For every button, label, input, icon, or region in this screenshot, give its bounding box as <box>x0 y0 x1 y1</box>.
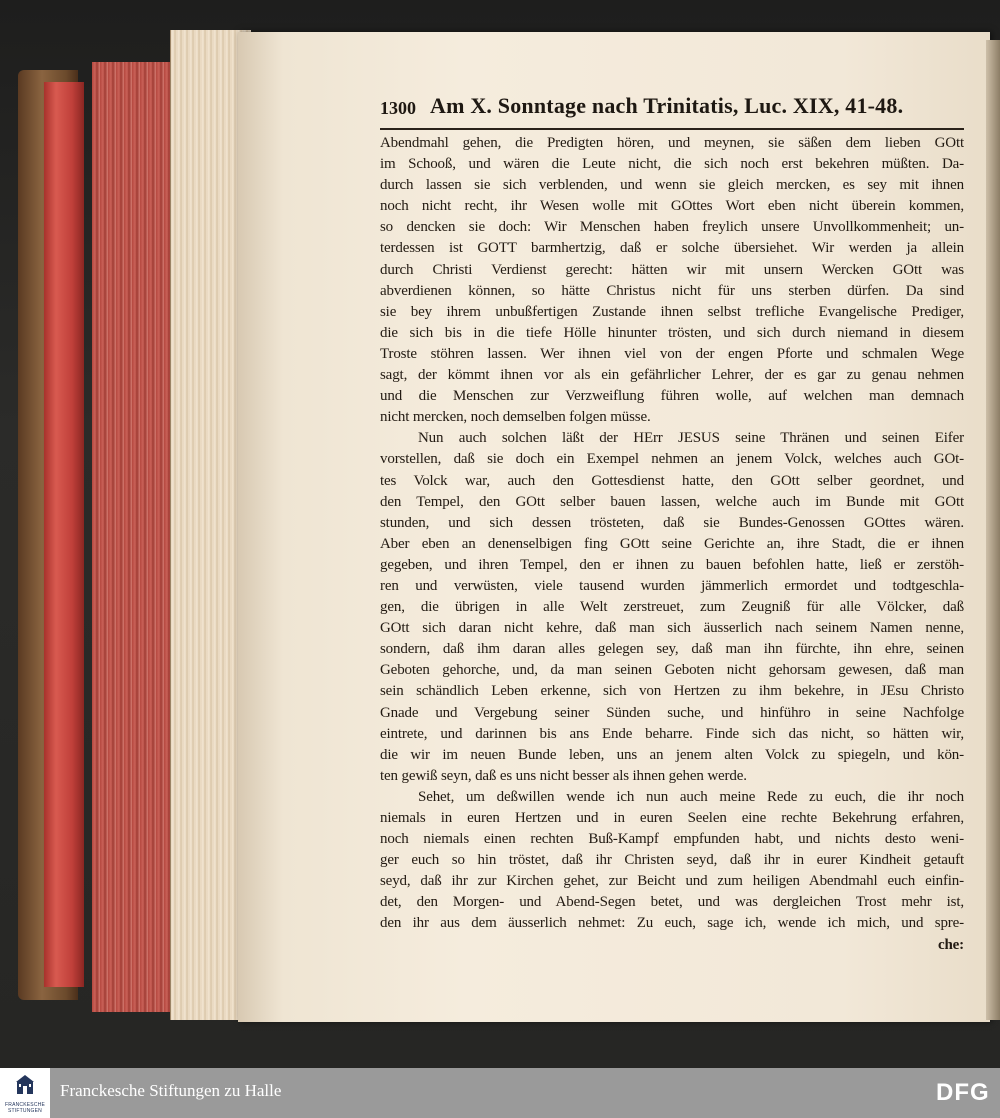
text-line: Geboten gehorche, und, da man seinen Geboten nicht gehorsam gewesen, daß man <box>380 662 964 679</box>
logo-caption <box>0 1102 50 1114</box>
footer-bar <box>0 1068 1000 1118</box>
text-line: gen, die übrigen in alle Welt zerstreuet, zum Zeugniß für alle Völcker, daß <box>380 599 964 616</box>
text-line: ten gewiß seyn, daß es uns nicht besser als ihnen gehen werde. <box>380 767 747 784</box>
text-line: Troste stöhren lassen. Wer ihnen viel von der engen Pforte und schmalen Wege <box>380 345 964 362</box>
book-page-block-edge <box>92 62 182 1012</box>
text-line: durch lassen sie sich verblenden, und wenn sie gleich mercken, es sey mit ihnen <box>380 177 964 194</box>
logo-caption-line1: FRANCKESCHE <box>5 1102 45 1108</box>
page-text <box>380 133 964 956</box>
text-line: sie bey ihrem unbußfertigen Zustande ihnen selbst trefliche Evangelische Prediger, <box>380 303 964 320</box>
page-header <box>380 92 968 128</box>
text-line: ger euch so hin tröstet, daß ihr Christen seyd, daß ihr in eurer Kindheit getauft <box>380 852 964 869</box>
text-line: Sehet, um deßwillen wende ich nun auch meine Rede zu euch, die ihr noch <box>418 788 964 805</box>
text-line: abverdienen können, so hätte Christus nicht für uns sterben dürfen. Da sind <box>380 282 964 299</box>
page-right-edge <box>986 40 1000 1020</box>
text-line: Nun auch solchen läßt der HErr JESUS seine Thränen und seinen Eifer <box>418 430 964 447</box>
text-line: die sich bis in die tiefe Hölle hinunter trösten, und sich durch niemand in diesem <box>380 324 964 341</box>
text-line: den Tempel, den GOtt selber bauen lassen, welche auch im Bunde mit GOtt <box>380 493 964 510</box>
text-line: niemals in euren Hertzen und in euren Seelen eine rechte Bekehrung erfahren, <box>380 810 964 826</box>
running-title: Am X. Sonntage nach Trinitatis, Luc. XIX, 41-48. <box>430 93 904 118</box>
text-line: sondern, daß ihm daran alles gelegen sey, daß man ihn fürchte, ihn ehre, seinen <box>380 641 964 658</box>
book-red-edge <box>44 82 84 987</box>
franckesche-stiftungen-logo[interactable] <box>0 1068 50 1118</box>
logo-caption-line2: STIFTUNGEN <box>8 1108 42 1114</box>
text-line: die wir im neuen Bunde leben, uns an jenem alten Volck zu spiegeln, und kön- <box>380 746 964 763</box>
institution-name[interactable]: Franckesche Stiftungen zu Halle <box>60 1081 282 1100</box>
text-line: stunden, und sich dessen trösteten, daß sie Bundes-Genossen GOttes wären. <box>380 514 964 531</box>
header-rule <box>380 128 964 130</box>
text-line: ren und verwüsten, viele tausend wurden jämmerlich ermordet und todtgeschla- <box>380 577 964 594</box>
text-line: nicht mercken, noch demselben folgen müsse. <box>380 409 651 426</box>
text-line: det, den Morgen- und Abend-Segen betet, und was dergleichen Trost mehr ist, <box>380 894 964 911</box>
text-line: vorstellen, daß sie doch ein Exempel nehmen an jenem Volck, welches auch GOt- <box>380 451 964 468</box>
text-line: Abendmahl gehen, die Predigten hören, und meynen, sie säßen dem lieben GOtt <box>380 135 964 151</box>
text-line: eintrete, und darinnen bis ans Ende beharre. Finde sich das nicht, so hätten wir, <box>380 725 964 742</box>
text-line: Gnade und Vergebung seiner Sünden suche, und hinführo in seine Nachfolge <box>380 704 964 721</box>
text-line: sein schändlich Leben erkenne, sich von Hertzen zu ihm bekehre, in JEsu Christo <box>380 683 964 700</box>
text-line: so dencken sie doch: Wir Menschen haben freylich unsere Unvollkommenheit; un- <box>380 219 964 236</box>
text-line: noch niemals einen rechten Buß-Kampf empfunden habt, und nichts desto weni- <box>380 831 964 848</box>
text-line: noch nicht recht, ihr Wesen wolle mit GOttes Wort eben nicht überein kommen, <box>380 198 964 215</box>
text-line: durch Christi Verdienst gerecht: hätten wir mit unsern Wercken GOtt was <box>380 261 964 278</box>
text-line: gegeben, und ihren Tempel, den er ihnen zu bauen befohlen hatte, ließ er zerstöh- <box>380 556 964 573</box>
text-line: Aber eben an denenselbigen fing GOtt seine Gerichte an, ihre Stadt, die er ihnen <box>380 535 964 552</box>
building-icon <box>15 1074 35 1096</box>
text-line: den ihr aus dem äusserlich nehmet: Zu euch, sage ich, wende ich mich, und spre- <box>380 915 964 932</box>
text-line: und die Menschen zur Verzweiflung führen wolle, auf welchen man demnach <box>380 388 964 405</box>
text-line: GOtt sich daran nicht kehre, daß man sich äusserlich nach seinem Namen nenne, <box>380 620 964 637</box>
page-number: 1300 <box>380 98 416 118</box>
text-line: tes Volck war, auch den Gottesdienst hatte, den GOtt selber geordnet, und <box>380 472 964 489</box>
text-line: sagt, der kömmt ihnen vor als ein gefährlicher Lehrer, der es gar zu genau nehmen <box>380 367 964 384</box>
text-line: seyd, daß ihr zur Kirchen gehet, zur Beicht und zum heiligen Abendmahl euch einfin- <box>380 873 964 890</box>
text-line: che: <box>937 936 964 953</box>
text-line: im Schooß, und wären die Leute nicht, die sich noch erst bekehren müßten. Da- <box>380 156 964 173</box>
dfg-logo[interactable]: DFG <box>936 1079 990 1106</box>
text-line: terdessen ist GOTT barmhertzig, daß er solche übersiehet. Wir werden ja allein <box>380 240 964 257</box>
